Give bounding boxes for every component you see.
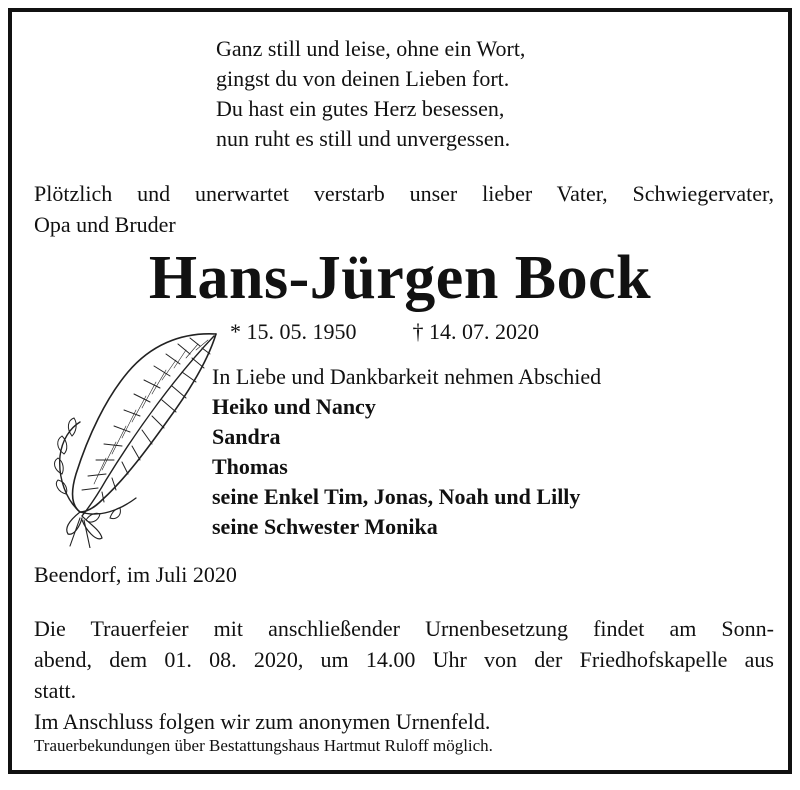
death-date: † 14. 07. 2020 [412,319,539,344]
condolence-note: Trauerbekundungen über Bestattungshaus Hartmut Ruloff möglich. [34,736,493,755]
funeral-line-2: abend, dem 01. 08. 2020, um 14.00 Uhr von der Friedhofskapelle aus [34,647,774,672]
funeral-info [34,613,774,737]
mourner-3: Thomas [212,454,288,479]
mourner-1: Heiko und Nancy [212,394,376,419]
place-and-date: Beendorf, im Juli 2020 [34,562,237,587]
mourner-2: Sandra [212,424,281,449]
mourners-intro: In Liebe und Dankbarkeit nehmen Abschied [212,364,602,389]
intro-line-1: Plötzlich und unerwartet verstarb unser lieber Vater, Schwiegervater, [34,181,774,206]
mourner-5: seine Schwester Monika [212,514,438,539]
poem-line-4: nun ruht es still und unvergessen. [216,126,511,151]
funeral-line-3: statt. [34,678,77,703]
mourner-4: seine Enkel Tim, Jonas, Noah und Lilly [212,484,581,509]
life-dates [230,317,539,347]
mourners [212,362,601,542]
announcement-intro [34,178,774,240]
poem-line-2: gingst du von deinen Lieben fort. [216,66,510,91]
obituary-notice [8,8,792,774]
poem-line-3: Du hast ein gutes Herz besessen, [216,96,505,121]
funeral-line-4: Im Anschluss folgen wir zum anonymen Urnenfeld. [34,709,491,734]
intro-line-2: Opa und Bruder [34,212,176,237]
birth-date: * 15. 05. 1950 [230,319,357,344]
feather-icon [40,324,220,548]
funeral-line-1: Die Trauerfeier mit anschließender Urnenbesetzung findet am Sonn- [34,616,774,641]
poem-line-1: Ganz still und leise, ohne ein Wort, [216,36,526,61]
deceased-name: Hans-Jürgen Bock [148,244,652,312]
poem [216,34,525,154]
